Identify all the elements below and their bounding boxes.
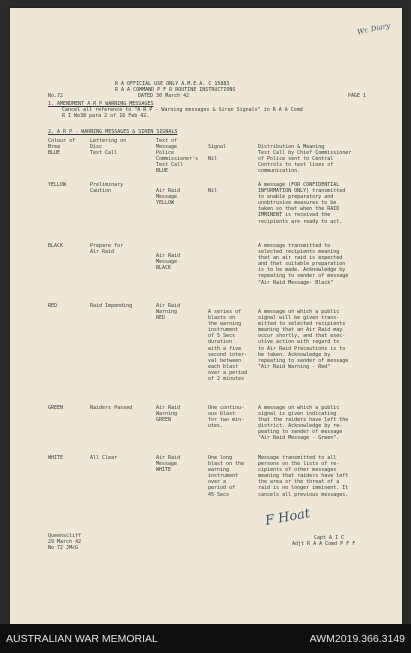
issue-place: Queenscliff (48, 533, 82, 539)
row-yellow-colour: YELLOW (48, 182, 67, 188)
row-yellow-distribution: A message (FOR CONFIDENTIAL INFORMATION ONLY) transmitted to enable preparatory and unobtrusive measures to be taken so that when the RAID IMMINENT is received the recipients are ready to act. (258, 182, 346, 225)
row-yellow-signal: Nil (208, 188, 218, 194)
row-white-message: Air Raid Message WHITE (156, 455, 181, 474)
item-2-title: 2. A R P - WARNING MESSAGES & SIREN SIGNALS (48, 129, 178, 135)
issue-date: 29 March 42 (48, 539, 82, 545)
row-black-colour: BLACK (48, 243, 64, 249)
row-red-message: Air Raid Warning RED (156, 303, 181, 322)
issue-reference: No 72 JMcG (48, 545, 79, 551)
row-yellow-lettering: Preliminary Caution (90, 182, 124, 195)
row-blue-colour: BLUE (48, 150, 61, 156)
row-blue-lettering: Test Call (90, 150, 118, 156)
row-red-signal: A series of blasts on the warning instrument of 5 Secs duration with a five second inter- val between each blast over a period of 2 minutes (208, 309, 248, 383)
row-blue-distribution: Test Call by Chief Commissioner of Police sent to Central Controls to test lines of communication. (258, 150, 352, 175)
row-blue-signal: Nil (208, 156, 218, 162)
row-green-signal: One continu- ous blast for two min- utes. (208, 405, 245, 430)
row-blue-message: Police Commissioner's Test Call BLUE (156, 150, 199, 175)
row-white-distribution: Message transmitted to all persons on the lists of re- cipients of other messages meaning that raiders have left the area or the threat of a raid is no longer imminent. It cancels all previous messages. (258, 455, 349, 498)
row-yellow-message: Air Raid Message YELLOW (156, 188, 181, 207)
row-white-signal: One long blast on the warning instrument over a period of 45 Secs (208, 455, 245, 498)
archive-reference: AWM2019.366.3149 (309, 633, 405, 645)
document-page (10, 8, 402, 624)
header-line-1: R A OFFICIAL USE ONLY A.M.E.A. C 15883 (115, 81, 230, 87)
col-header-lettering: Lettering on Disc (90, 138, 127, 151)
instruction-number: No.72 (48, 93, 64, 99)
row-green-lettering: Raiders Passed (90, 405, 133, 411)
col-header-signal: Signal (208, 144, 227, 150)
row-green-message: Air Raid Warning GREEN (156, 405, 181, 424)
page-number: PAGE 1 (348, 93, 367, 99)
institution-name: AUSTRALIAN WAR MEMORIAL (6, 633, 158, 645)
col-header-message: Text of Message (156, 138, 178, 151)
row-white-lettering: All Clear (90, 455, 118, 461)
item-1-text: Cancel all reference to "A R P - Warning messages & Siren Signals" in R A A Comd R I No38 para 2 of 16 Feb 42. (62, 107, 303, 120)
header-line-2: R A A COMMAND P F R ROUTINE INSTRUCTIONS (115, 87, 236, 93)
row-red-distribution: A message on which a public signal will be given trans- mitted to selected recipients meaning that an Air Raid may occur shortly, and that exec- utive action with regard to to Air Raid Precautions is to be taken. Acknowledge by repeating to sender of message "Air Raid Warning - Red" (258, 309, 349, 370)
row-red-lettering: Raid Impending (90, 303, 133, 309)
row-green-distribution: A message on which a public signal is given indicating that the raiders have left the district. Acknowledge by re- peating to sender of message "Air Raid Message - Green". (258, 405, 349, 442)
row-black-lettering: Prepare for Air Raid (90, 243, 124, 256)
col-header-distribution: Distribution & Meaning (258, 144, 325, 150)
handwritten-annotation: Wr. Diary (356, 21, 391, 37)
row-green-colour: GREEN (48, 405, 64, 411)
row-black-message: Air Raid Message BLACK (156, 253, 181, 272)
col-header-colour: Colour of Brea (48, 138, 76, 151)
signature-rank: Capt A I C (314, 535, 345, 541)
row-red-colour: RED (48, 303, 58, 309)
handwritten-signature: F Hoat (264, 506, 312, 529)
item-1-title: 1. AMENDMENT A R P WARNING MESSAGES (48, 101, 154, 107)
archive-footer-bar (0, 624, 411, 653)
row-white-colour: WHITE (48, 455, 64, 461)
header-date: DATED 30 March 42 (138, 93, 190, 99)
row-black-distribution: A message transmitted to selected recipients meaning that an air raid is expected and that suitable preparation is to be made. Acknowledge by repeating to sender of message "Air Raid Message- Black" (258, 243, 349, 286)
signature-title: Adjt R A A Comd P F F (292, 541, 356, 547)
